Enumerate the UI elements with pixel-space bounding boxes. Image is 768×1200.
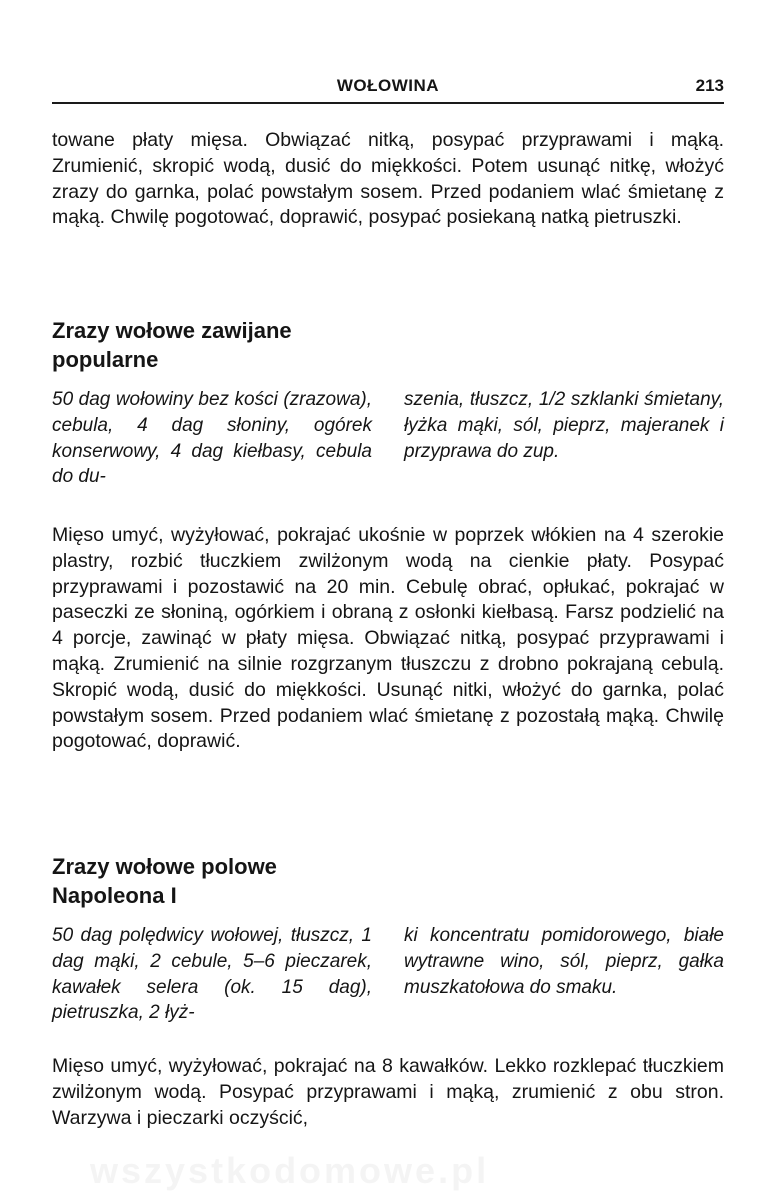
page-header xyxy=(52,76,724,104)
recipe-method: Mięso umyć, wyżyłować, pokrajać na 8 kawałków. Lekko rozklepać tłuczkiem zwilżonym wodą. Posypać przyprawami i mąką, zrumienić z obu stron. Warzywa i pieczarki oczyścić, xyxy=(52,1055,724,1129)
ingredients-column-right: szenia, tłuszcz, 1/2 szklanki śmietany, łyżka mąki, sól, pieprz, majeranek i przyprawa do zup. xyxy=(404,389,724,462)
continued-paragraph: towane płaty mięsa. Obwiązać nitką, posypać przyprawami i mąką. Zrumienić, skropić wodą, dusić do miękkości. Potem usunąć nitkę, włożyć zrazy do garnka, polać powstałym sosem. Przed podaniem wlać śmietanę z mąką. Chwilę pogotować, doprawić, posypać posiekaną natką pietruszki. xyxy=(52,129,724,229)
ingredients-column-right: ki koncentratu pomidorowego, białe wytrawne wino, sól, pieprz, gałka muszkatołowa do smaku. xyxy=(404,925,724,998)
recipe-method: Mięso umyć, wyżyłować, pokrajać ukośnie w poprzek włókien na 4 szerokie plastry, rozbić tłuczkiem zwilżonym wodą na cienkie płaty. Posypać przyprawami i pozostawić na 20 min. Cebulę obrać, opłukać, pokrajać w paseczki ze słoniną, ogórkiem i obraną z osłonki kiełbasą. Farsz podzielić na 4 porcje, zawinąć w płaty mięsa. Obwiązać nitką, posypać przyprawami i mąką. Zrumienić na silnie rozgrzanym tłuszczu z drobno pokrajaną cebulą. Skropić wodą, dusić do miękkości. Usunąć nitki, włożyć do garnka, polać powstałym sosem. Przed podaniem wlać śmietanę z pozostałą mąką. Chwilę pogotować, doprawić. xyxy=(52,524,724,753)
watermark: wszystkodomowe.pl xyxy=(90,1150,490,1191)
ingredients-column-left: 50 dag polędwicy wołowej, tłuszcz, 1 dag mąki, 2 cebule, 5–6 pieczarek, kawałek selera (ok. 15 dag), pietruszka, 2 łyż- xyxy=(52,925,372,1024)
recipe-title: Zrazy wołowe polowe Napoleona I xyxy=(52,854,277,908)
page-number: 213 xyxy=(695,76,724,95)
recipe-title: Zrazy wołowe zawijane popularne xyxy=(52,318,292,372)
ingredients-column-left: 50 dag wołowiny bez kości (zrazowa), cebula, 4 dag słoniny, ogórek konserwowy, 4 dag kiełbasy, cebula do du- xyxy=(52,389,372,488)
chapter-title: WOŁOWINA xyxy=(336,76,440,95)
